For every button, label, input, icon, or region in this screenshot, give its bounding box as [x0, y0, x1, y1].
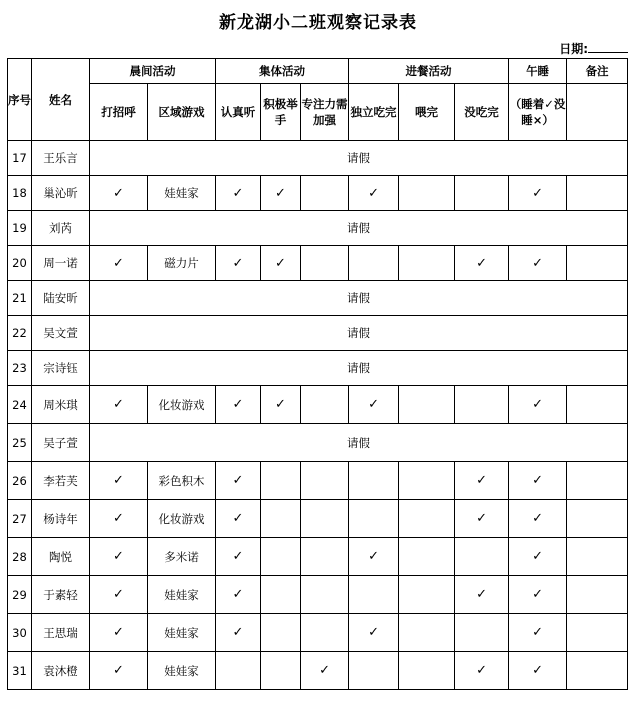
leave-note: 请假	[90, 316, 628, 351]
cell-raise	[261, 538, 301, 576]
cell-fed	[399, 538, 455, 576]
cell-greet: ✓	[90, 652, 148, 690]
table-row	[8, 462, 628, 500]
row-number: 20	[8, 246, 32, 281]
cell-raise	[261, 462, 301, 500]
cell-area: 磁力片	[148, 246, 216, 281]
cell-listen: ✓	[216, 386, 261, 424]
cell-area: 娃娃家	[148, 652, 216, 690]
student-name: 陶悦	[32, 538, 90, 576]
student-name: 刘芮	[32, 211, 90, 246]
observation-table	[7, 58, 628, 690]
cell-greet: ✓	[90, 246, 148, 281]
cell-not-finished	[455, 176, 509, 211]
cell-not-finished	[455, 614, 509, 652]
cell-nap: ✓	[509, 386, 567, 424]
cell-focus	[301, 462, 349, 500]
table-row	[8, 576, 628, 614]
row-number: 26	[8, 462, 32, 500]
row-number: 19	[8, 211, 32, 246]
leave-note: 请假	[90, 211, 628, 246]
cell-focus	[301, 176, 349, 211]
leave-note: 请假	[90, 424, 628, 462]
cell-not-finished: ✓	[455, 246, 509, 281]
table-body	[8, 141, 628, 690]
leave-note: 请假	[90, 281, 628, 316]
cell-not-finished: ✓	[455, 462, 509, 500]
cell-raise	[261, 652, 301, 690]
cell-self-eat: ✓	[349, 538, 399, 576]
cell-listen: ✓	[216, 176, 261, 211]
header-self-eat: 独立吃完	[349, 84, 399, 141]
student-name: 周一诺	[32, 246, 90, 281]
cell-greet: ✓	[90, 576, 148, 614]
cell-fed	[399, 176, 455, 211]
cell-focus: ✓	[301, 652, 349, 690]
row-number: 24	[8, 386, 32, 424]
cell-listen: ✓	[216, 614, 261, 652]
cell-fed	[399, 614, 455, 652]
table-row	[8, 351, 628, 386]
leave-note: 请假	[90, 351, 628, 386]
table-row	[8, 386, 628, 424]
cell-self-eat: ✓	[349, 614, 399, 652]
cell-nap: ✓	[509, 500, 567, 538]
table-row	[8, 141, 628, 176]
header-group: 集体活动	[216, 59, 349, 84]
cell-remark	[567, 462, 628, 500]
row-number: 22	[8, 316, 32, 351]
cell-area: 彩色积木	[148, 462, 216, 500]
cell-focus	[301, 614, 349, 652]
cell-fed	[399, 462, 455, 500]
cell-fed	[399, 386, 455, 424]
cell-nap: ✓	[509, 176, 567, 211]
row-number: 30	[8, 614, 32, 652]
cell-area: 化妆游戏	[148, 500, 216, 538]
row-number: 21	[8, 281, 32, 316]
cell-greet: ✓	[90, 462, 148, 500]
cell-greet: ✓	[90, 538, 148, 576]
row-number: 18	[8, 176, 32, 211]
student-name: 袁沐橙	[32, 652, 90, 690]
student-name: 陆安昕	[32, 281, 90, 316]
table-row	[8, 614, 628, 652]
cell-not-finished	[455, 386, 509, 424]
table-row	[8, 652, 628, 690]
header-meal: 进餐活动	[349, 59, 509, 84]
cell-not-finished	[455, 538, 509, 576]
cell-fed	[399, 500, 455, 538]
cell-remark	[567, 386, 628, 424]
student-name: 杨诗年	[32, 500, 90, 538]
cell-remark	[567, 538, 628, 576]
table-row	[8, 211, 628, 246]
cell-listen	[216, 652, 261, 690]
student-name: 王思瑞	[32, 614, 90, 652]
cell-raise	[261, 500, 301, 538]
header-raise: 积极举手	[261, 84, 301, 141]
row-number: 29	[8, 576, 32, 614]
cell-nap: ✓	[509, 462, 567, 500]
header-morning: 晨间活动	[90, 59, 216, 84]
cell-listen: ✓	[216, 538, 261, 576]
header-nap-sub: （睡着✓没睡×）	[509, 84, 567, 141]
cell-nap: ✓	[509, 652, 567, 690]
student-name: 李若芙	[32, 462, 90, 500]
cell-self-eat	[349, 246, 399, 281]
cell-fed	[399, 652, 455, 690]
cell-nap: ✓	[509, 614, 567, 652]
cell-listen: ✓	[216, 246, 261, 281]
student-name: 王乐言	[32, 141, 90, 176]
page-title: 新龙湖小二班观察记录表	[219, 13, 417, 33]
cell-listen: ✓	[216, 576, 261, 614]
cell-nap: ✓	[509, 576, 567, 614]
cell-self-eat	[349, 576, 399, 614]
cell-remark	[567, 176, 628, 211]
header-greet: 打招呼	[90, 84, 148, 141]
row-number: 28	[8, 538, 32, 576]
cell-area: 娃娃家	[148, 614, 216, 652]
date-field	[559, 40, 628, 57]
cell-raise	[261, 614, 301, 652]
header-listen: 认真听	[216, 84, 261, 141]
cell-self-eat	[349, 462, 399, 500]
header-remark-sub	[567, 84, 628, 141]
leave-note: 请假	[90, 141, 628, 176]
cell-focus	[301, 500, 349, 538]
cell-remark	[567, 500, 628, 538]
cell-area: 多米诺	[148, 538, 216, 576]
header-fed: 喂完	[399, 84, 455, 141]
row-number: 27	[8, 500, 32, 538]
table-row	[8, 281, 628, 316]
cell-area: 娃娃家	[148, 176, 216, 211]
cell-raise: ✓	[261, 176, 301, 211]
student-name: 宗诗钰	[32, 351, 90, 386]
cell-remark	[567, 576, 628, 614]
cell-self-eat	[349, 652, 399, 690]
date-blank[interactable]	[588, 40, 628, 53]
student-name: 吴子萱	[32, 424, 90, 462]
student-name: 周米琪	[32, 386, 90, 424]
cell-not-finished: ✓	[455, 500, 509, 538]
table-row	[8, 246, 628, 281]
student-name: 巢沁昕	[32, 176, 90, 211]
cell-nap: ✓	[509, 246, 567, 281]
cell-self-eat	[349, 500, 399, 538]
row-number: 23	[8, 351, 32, 386]
cell-greet: ✓	[90, 614, 148, 652]
cell-raise: ✓	[261, 246, 301, 281]
header-focus: 专注力需加强	[301, 84, 349, 141]
cell-focus	[301, 576, 349, 614]
cell-fed	[399, 246, 455, 281]
date-label: 日期:	[559, 42, 588, 56]
cell-self-eat: ✓	[349, 386, 399, 424]
cell-raise: ✓	[261, 386, 301, 424]
cell-area: 娃娃家	[148, 576, 216, 614]
cell-area: 化妆游戏	[148, 386, 216, 424]
cell-remark	[567, 246, 628, 281]
cell-listen: ✓	[216, 462, 261, 500]
row-number: 25	[8, 424, 32, 462]
cell-raise	[261, 576, 301, 614]
row-number: 17	[8, 141, 32, 176]
table-row	[8, 176, 628, 211]
header-nap: 午睡	[509, 59, 567, 84]
row-number: 31	[8, 652, 32, 690]
header-name: 姓名	[32, 59, 90, 141]
cell-remark	[567, 652, 628, 690]
cell-not-finished: ✓	[455, 576, 509, 614]
header-seq: 序号	[8, 59, 32, 141]
table-row	[8, 316, 628, 351]
cell-greet: ✓	[90, 500, 148, 538]
cell-focus	[301, 538, 349, 576]
header-not-finished: 没吃完	[455, 84, 509, 141]
cell-listen: ✓	[216, 500, 261, 538]
header-remark: 备注	[567, 59, 628, 84]
cell-greet: ✓	[90, 386, 148, 424]
cell-not-finished: ✓	[455, 652, 509, 690]
student-name: 于素轻	[32, 576, 90, 614]
cell-greet: ✓	[90, 176, 148, 211]
header-area: 区域游戏	[148, 84, 216, 141]
cell-focus	[301, 246, 349, 281]
table-row	[8, 538, 628, 576]
table-row	[8, 424, 628, 462]
student-name: 吴文萱	[32, 316, 90, 351]
table-row	[8, 500, 628, 538]
cell-self-eat: ✓	[349, 176, 399, 211]
cell-remark	[567, 614, 628, 652]
cell-nap: ✓	[509, 538, 567, 576]
cell-fed	[399, 576, 455, 614]
cell-focus	[301, 386, 349, 424]
